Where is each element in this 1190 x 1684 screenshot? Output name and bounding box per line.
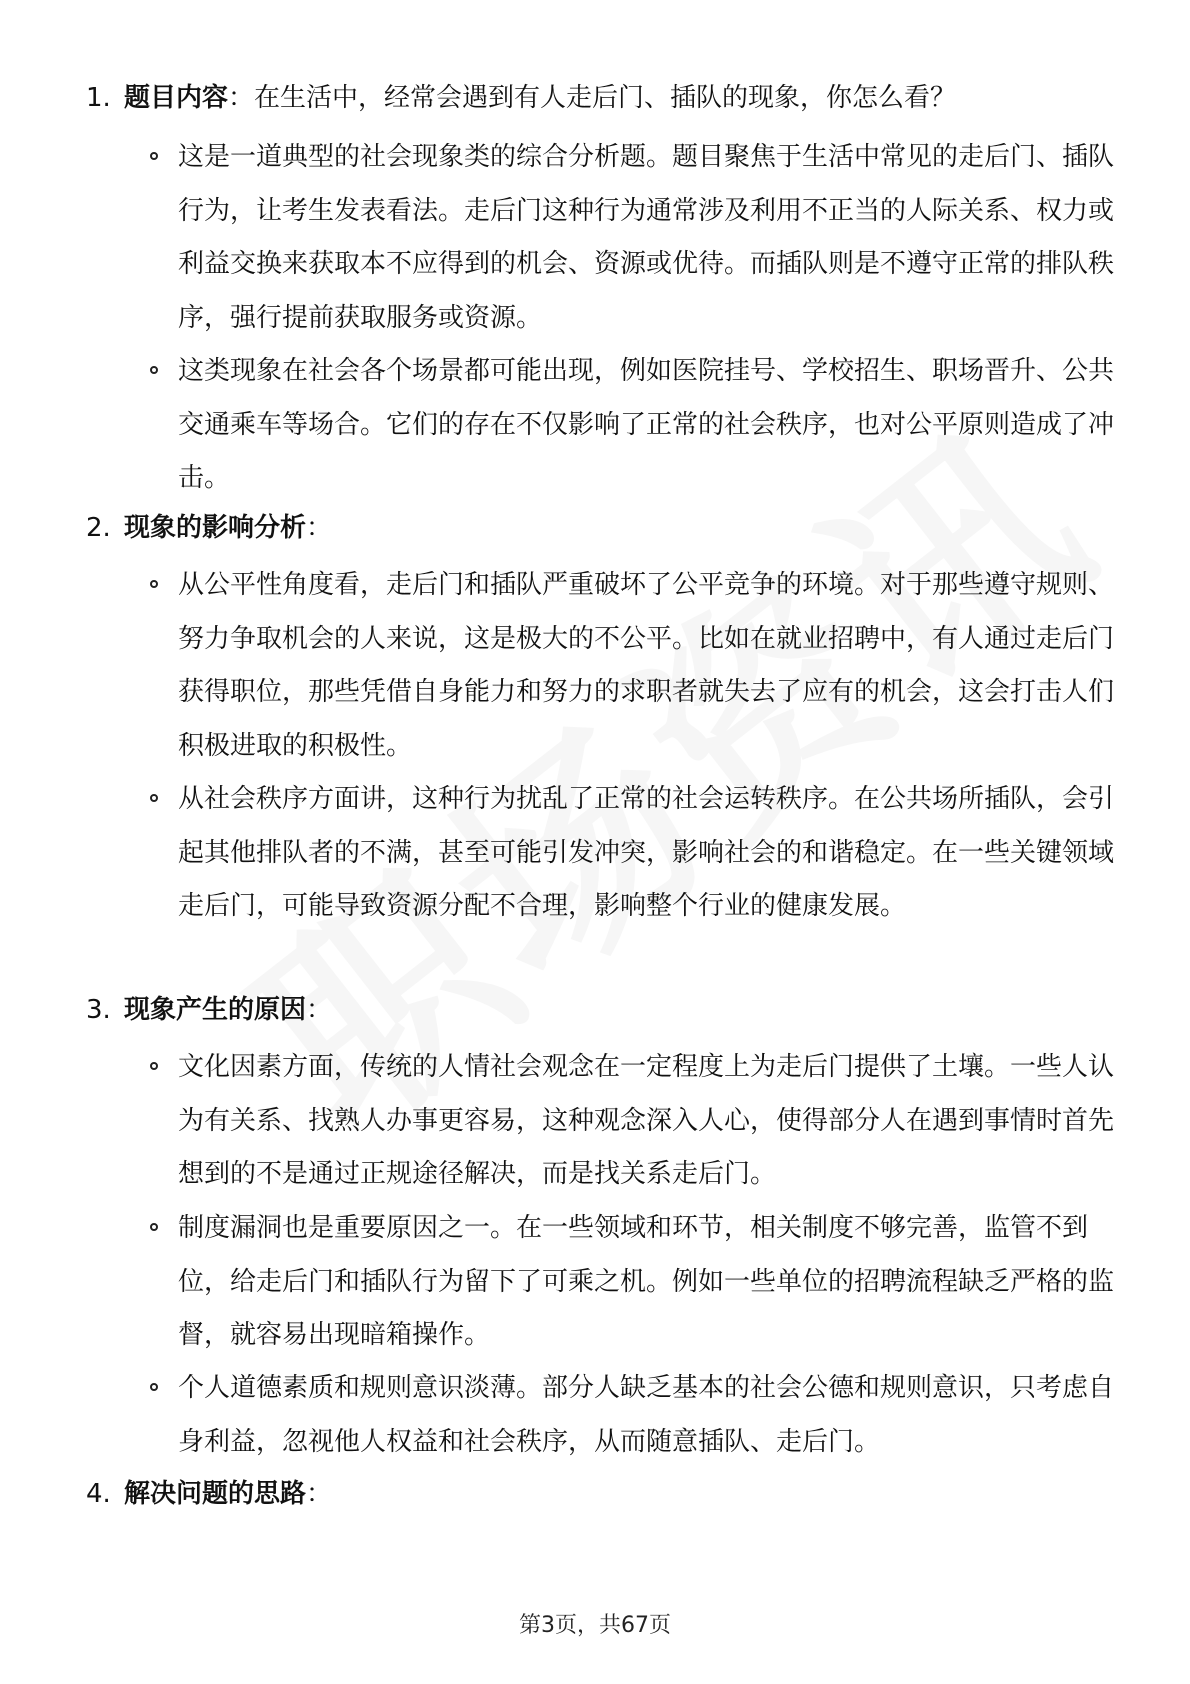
list-item [150,1048,1115,1208]
section-number: 1. [86,83,111,113]
list-item [150,780,1115,990]
section-number: 3. [86,995,111,1025]
bullet-text: 这类现象在社会各个场景都可能出现，例如医院挂号、学校招生、职场晋升、公共交通乘车等场合。它们的存在不仅影响了正常的社会秩序，也对公平原则造成了冲击。 [178,356,1115,493]
section-number: 4. [86,1479,111,1509]
section-number: 2. [86,513,111,543]
section-title: 解决问题的思路 [124,1479,307,1509]
bullet-text: 从社会秩序方面讲，这种行为扰乱了正常的社会运转秩序。在公共场所插队，会引起其他排队者的不满，甚至可能引发冲突，影响社会的和谐稳定。在一些关键领域走后门，可能导致资源分配不合理，影响整个行业的健康发展。 [178,784,1115,921]
section-title-suffix: ：在生活中，经常会遇到有人走后门、插队的现象，你怎么看？ [228,83,957,113]
bullet-circle-icon [150,366,158,374]
list-item [150,1369,1115,1477]
bullet-text: 制度漏洞也是重要原因之一。在一些领域和环节，相关制度不够完善，监管不到位，给走后门和插队行为留下了可乘之机。例如一些单位的招聘流程缺乏严格的监督，就容易出现暗箱操作。 [178,1213,1115,1350]
section-1-heading [86,78,956,118]
section-2-heading [86,508,332,548]
bullet-text: 从公平性角度看，走后门和插队严重破坏了公平竞争的环境。对于那些遵守规则、努力争取机会的人来说，这是极大的不公平。比如在就业招聘中，有人通过走后门获得职位，那些凭借自身能力和努力的求职者就失去了应有的机会，这会打击人们积极进取的积极性。 [178,570,1115,761]
section-4-heading [86,1474,332,1514]
bullet-text: 个人道德素质和规则意识淡薄。部分人缺乏基本的社会公德和规则意识，只考虑自身利益，忽视他人权益和社会秩序，从而随意插队、走后门。 [178,1373,1115,1457]
bullet-text: 文化因素方面，传统的人情社会观念在一定程度上为走后门提供了土壤。一些人认为有关系、找熟人办事更容易，这种观念深入人心，使得部分人在遇到事情时首先想到的不是通过正规途径解决，而是找关系走后门。 [178,1052,1115,1189]
section-title: 现象产生的原因 [124,995,307,1025]
list-item [150,1209,1115,1369]
section-title: 题目内容 [124,83,229,113]
list-item [150,138,1115,348]
bullet-circle-icon [150,794,158,802]
list-item [150,566,1115,776]
bullet-circle-icon [150,580,158,588]
bullet-circle-icon [150,1383,158,1391]
section-title-suffix: ： [306,1479,333,1509]
list-item [150,352,1115,512]
section-title: 现象的影响分析 [124,513,307,543]
bullet-circle-icon [150,1223,158,1231]
bullet-text: 这是一道典型的社会现象类的综合分析题。题目聚焦于生活中常见的走后门、插队行为，让考生发表看法。走后门这种行为通常涉及利用不正当的人际关系、权力或利益交换来获取本不应得到的机会、资源或优待。而插队则是不遵守正常的排队秩序，强行提前获取服务或资源。 [178,142,1115,333]
section-title-suffix: ： [306,995,333,1025]
page-footer: 第3页，共67页 [519,1613,671,1638]
section-title-suffix: ： [306,513,333,543]
bullet-circle-icon [150,1062,158,1070]
bullet-circle-icon [150,152,158,160]
section-3-heading [86,990,332,1030]
